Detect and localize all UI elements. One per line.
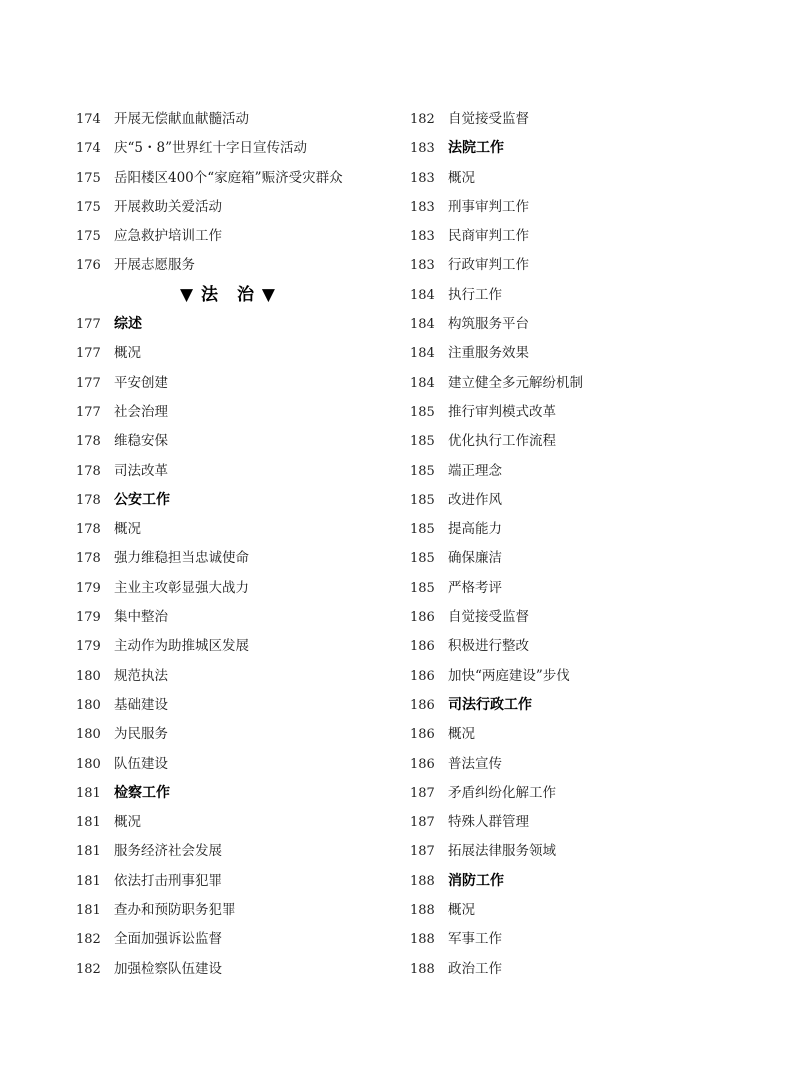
toc-entry-title: 维稳安保 [114, 433, 168, 450]
toc-entry-title: 开展无偿献血献髓活动 [114, 111, 249, 127]
toc-entry-row [76, 134, 416, 163]
toc-entry-title: 基础建设 [114, 696, 168, 713]
toc-entry-row [76, 662, 416, 691]
page-number: 184 [410, 375, 435, 391]
toc-entry-row [76, 457, 416, 486]
toc-entry-title: 概况 [448, 902, 475, 919]
toc-entry-row [76, 632, 416, 661]
page-number: 181 [76, 903, 101, 919]
toc-heading-title: 综述 [114, 316, 142, 333]
toc-entry-title: 优化执行工作流程 [448, 433, 556, 450]
toc-entry-title: 严格考评 [448, 579, 502, 596]
page-number: 183 [410, 199, 435, 215]
page-number: 177 [76, 346, 101, 362]
toc-entry-title: 加强检察队伍建设 [114, 960, 222, 977]
page-number: 174 [76, 141, 101, 157]
toc-entry-row [410, 544, 750, 573]
page-number: 185 [410, 463, 435, 479]
toc-entry-title: 行政审判工作 [448, 257, 529, 274]
toc-entry-row [76, 574, 416, 603]
page-number: 178 [76, 434, 101, 450]
toc-entry-row [76, 105, 416, 134]
toc-entry-row [410, 310, 750, 339]
toc-entry-title: 自觉接受监督 [448, 111, 529, 127]
toc-entry-row [76, 251, 416, 280]
toc-entry-row [76, 603, 416, 632]
toc-entry-row [410, 896, 750, 925]
page-number: 176 [76, 258, 101, 274]
toc-entry-title: 推行审判模式改革 [448, 403, 556, 420]
toc-entry-title: 概况 [114, 814, 141, 831]
toc-right-column [410, 105, 750, 984]
toc-entry-row [76, 544, 416, 573]
page-number: 175 [76, 199, 101, 215]
toc-entry-title: 积极进行整改 [448, 638, 529, 655]
page-number: 188 [410, 873, 435, 889]
page-number: 185 [410, 580, 435, 596]
page-number: 179 [76, 580, 101, 596]
toc-entry-row [76, 955, 416, 984]
toc-entry-row [76, 837, 416, 866]
toc-entry-row [410, 808, 750, 837]
toc-entry-title: 庆“5・8”世界红十字日宣传活动 [114, 140, 307, 157]
toc-entry-title: 主业主攻彰显强大战力 [114, 579, 249, 596]
page-number: 181 [76, 873, 101, 889]
toc-heading-row [410, 691, 750, 720]
toc-entry-title: 改进作风 [448, 491, 502, 508]
toc-entry-title: 确保廉洁 [448, 550, 502, 567]
page-number: 183 [410, 141, 435, 157]
page-number: 180 [76, 756, 101, 772]
toc-entry-title: 全面加强诉讼监督 [114, 931, 222, 948]
page-number: 178 [76, 463, 101, 479]
toc-heading-row [410, 867, 750, 896]
page-number: 177 [76, 404, 101, 420]
toc-entry-row [410, 486, 750, 515]
toc-entry-row [410, 427, 750, 456]
page-number: 186 [410, 727, 435, 743]
page-number: 174 [76, 112, 101, 127]
toc-entry-title: 概况 [114, 345, 141, 362]
section-title: ▼ 法 治 ▼ [180, 284, 276, 305]
page-number: 183 [410, 258, 435, 274]
toc-entry-title: 为民服务 [114, 726, 168, 743]
toc-entry-row [76, 193, 416, 222]
toc-entry-row [410, 779, 750, 808]
page-number: 181 [76, 785, 101, 801]
toc-entry-title: 服务经济社会发展 [114, 843, 222, 860]
page-number: 186 [410, 610, 435, 626]
toc-entry-title: 构筑服务平台 [448, 316, 529, 333]
toc-entry-row [410, 251, 750, 280]
page-number: 183 [410, 229, 435, 245]
toc-heading-title: 法院工作 [448, 140, 504, 157]
toc-entry-title: 岳阳楼区400个“家庭箱”赈济受灾群众 [114, 169, 343, 186]
toc-entry-title: 概况 [448, 169, 475, 186]
toc-entry-row [410, 925, 750, 954]
page-number: 178 [76, 551, 101, 567]
toc-entry-title: 加快“两庭建设”步伐 [448, 667, 570, 684]
toc-entry-row [410, 369, 750, 398]
page-number: 185 [410, 551, 435, 567]
page-number: 188 [410, 932, 435, 948]
toc-entry-title: 刑事审判工作 [448, 198, 529, 215]
toc-heading-title: 检察工作 [114, 784, 170, 801]
toc-entry-title: 政治工作 [448, 960, 502, 977]
toc-entry-title: 集中整治 [114, 609, 168, 626]
page-number: 186 [410, 639, 435, 655]
toc-entry-title: 注重服务效果 [448, 345, 529, 362]
toc-entry-row [410, 457, 750, 486]
toc-entry-row [410, 164, 750, 193]
toc-entry-row [76, 808, 416, 837]
page-number: 175 [76, 229, 101, 245]
toc-entry-row [76, 720, 416, 749]
page-number: 185 [410, 522, 435, 538]
toc-entry-title: 查办和预防职务犯罪 [114, 902, 236, 919]
page-number: 180 [76, 697, 101, 713]
page-number: 187 [410, 785, 435, 801]
toc-entry-row [410, 837, 750, 866]
toc-heading-title: 司法行政工作 [448, 696, 532, 713]
toc-entry-row [76, 515, 416, 544]
toc-heading-row [76, 779, 416, 808]
toc-entry-row [76, 339, 416, 368]
toc-entry-row [410, 515, 750, 544]
page-number: 185 [410, 492, 435, 508]
toc-heading-row [410, 134, 750, 163]
toc-heading-title: 公安工作 [114, 491, 170, 508]
toc-entry-row [410, 632, 750, 661]
page-number: 183 [410, 170, 435, 186]
page-number: 188 [410, 961, 435, 977]
toc-heading-title: 消防工作 [448, 872, 504, 889]
page-number: 184 [410, 317, 435, 333]
page-number: 184 [410, 287, 435, 303]
toc-entry-title: 自觉接受监督 [448, 609, 529, 626]
toc-entry-title: 平安创建 [114, 374, 168, 391]
toc-entry-title: 依法打击刑事犯罪 [114, 872, 222, 889]
page-number: 181 [76, 815, 101, 831]
toc-entry-title: 建立健全多元解纷机制 [448, 374, 583, 391]
toc-entry-title: 开展救助关爱活动 [114, 198, 222, 215]
toc-entry-title: 应急救护培训工作 [114, 228, 222, 245]
toc-entry-row [76, 925, 416, 954]
page-number: 185 [410, 434, 435, 450]
page-number: 187 [410, 815, 435, 831]
toc-entry-title: 端正理念 [448, 462, 502, 479]
toc-entry-row [410, 574, 750, 603]
toc-entry-title: 执行工作 [448, 286, 502, 303]
toc-entry-row [76, 867, 416, 896]
toc-entry-row [410, 955, 750, 984]
page-number: 179 [76, 639, 101, 655]
page-number: 184 [410, 346, 435, 362]
toc-entry-row [76, 750, 416, 779]
page-number: 186 [410, 697, 435, 713]
toc-entry-title: 概况 [448, 726, 475, 743]
toc-entry-title: 司法改革 [114, 462, 168, 479]
toc-entry-row [410, 662, 750, 691]
toc-entry-title: 拓展法律服务领域 [448, 843, 556, 860]
page-number: 181 [76, 844, 101, 860]
toc-entry-row [410, 105, 750, 134]
toc-entry-row [410, 398, 750, 427]
toc-entry-row [76, 164, 416, 193]
page-number: 185 [410, 404, 435, 420]
toc-heading-row [76, 310, 416, 339]
page-number: 175 [76, 170, 101, 186]
toc-entry-row [76, 222, 416, 251]
toc-entry-title: 概况 [114, 521, 141, 538]
page-number: 177 [76, 375, 101, 391]
toc-entry-row [76, 427, 416, 456]
page-number: 180 [76, 727, 101, 743]
toc-entry-title: 提高能力 [448, 521, 502, 538]
toc-entry-row [76, 691, 416, 720]
page-number: 178 [76, 492, 101, 508]
toc-entry-title: 主动作为助推城区发展 [114, 638, 249, 655]
toc-entry-title: 特殊人群管理 [448, 814, 529, 831]
page-number: 186 [410, 756, 435, 772]
page-number: 182 [76, 932, 101, 948]
toc-entry-title: 开展志愿服务 [114, 257, 195, 274]
toc-entry-row [410, 281, 750, 310]
toc-entry-row [410, 339, 750, 368]
toc-entry-title: 军事工作 [448, 931, 502, 948]
page-number: 179 [76, 610, 101, 626]
toc-entry-row [410, 193, 750, 222]
toc-entry-row [410, 720, 750, 749]
toc-entry-row [410, 222, 750, 251]
page-number: 186 [410, 668, 435, 684]
toc-entry-title: 民商审判工作 [448, 228, 529, 245]
toc-entry-row [410, 750, 750, 779]
page-number: 182 [76, 961, 101, 977]
toc-entry-title: 强力维稳担当忠诚使命 [114, 550, 249, 567]
page-number: 177 [76, 317, 101, 333]
toc-heading-row [76, 486, 416, 515]
section-divider [76, 281, 416, 310]
toc-entry-title: 普法宣传 [448, 755, 502, 772]
toc-left-column [76, 105, 416, 984]
toc-entry-row [410, 603, 750, 632]
page-number: 182 [410, 112, 435, 127]
toc-entry-row [76, 398, 416, 427]
toc-entry-row [76, 896, 416, 925]
page-number: 178 [76, 522, 101, 538]
toc-entry-title: 社会治理 [114, 403, 168, 420]
page-number: 180 [76, 668, 101, 684]
toc-entry-title: 队伍建设 [114, 755, 168, 772]
page-number: 187 [410, 844, 435, 860]
toc-entry-title: 矛盾纠纷化解工作 [448, 784, 556, 801]
page-number: 188 [410, 903, 435, 919]
toc-entry-title: 规范执法 [114, 667, 168, 684]
toc-entry-row [76, 369, 416, 398]
